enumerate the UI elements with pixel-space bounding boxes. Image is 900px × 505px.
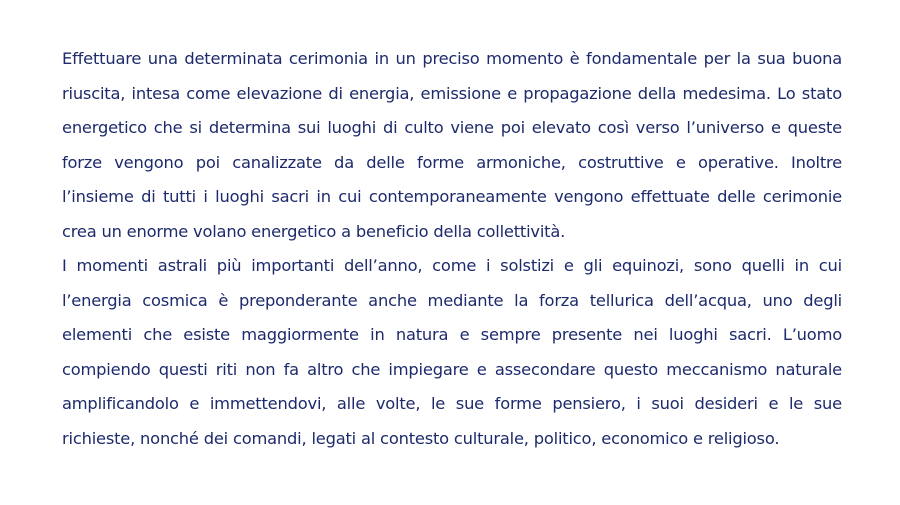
text-line: amplificandolo e immettendovi, alle volte, le sue forme pensiero, i suoi desideri e le sue [62, 394, 842, 413]
text-line: energetico che si determina sui luoghi di culto viene poi elevato così verso l’universo e queste [62, 118, 842, 137]
paragraph-1 [62, 42, 842, 249]
text-line: crea un enorme volano energetico a beneficio della collettività. [62, 221, 566, 241]
text-line: Effettuare una determinata cerimonia in un preciso momento è fondamentale per la sua buona [62, 49, 842, 68]
paragraph-2 [62, 249, 842, 456]
text-line: l’insieme di tutti i luoghi sacri in cui contemporaneamente vengono effettuate delle cerimonie [62, 187, 842, 206]
text-line: riuscita, intesa come elevazione di energia, emissione e propagazione della medesima. Lo stato [62, 83, 842, 103]
text-line: l’energia cosmica è preponderante anche mediante la forza tellurica dell’acqua, uno degli [62, 290, 842, 310]
text-line: richieste, nonché dei comandi, legati al contesto culturale, politico, economico e religioso. [62, 428, 780, 448]
text-line: forze vengono poi canalizzate da delle forme armoniche, costruttive e operative. Inoltre [62, 152, 842, 172]
text-line: elementi che esiste maggiormente in natura e sempre presente nei luoghi sacri. L’uomo [62, 325, 842, 344]
text-line: compiendo questi riti non fa altro che impiegare e assecondare questo meccanismo naturale [62, 359, 842, 379]
body-text [62, 42, 842, 456]
text-line: I momenti astrali più importanti dell’anno, come i solstizi e gli equinozi, sono quelli in cui [62, 256, 842, 275]
